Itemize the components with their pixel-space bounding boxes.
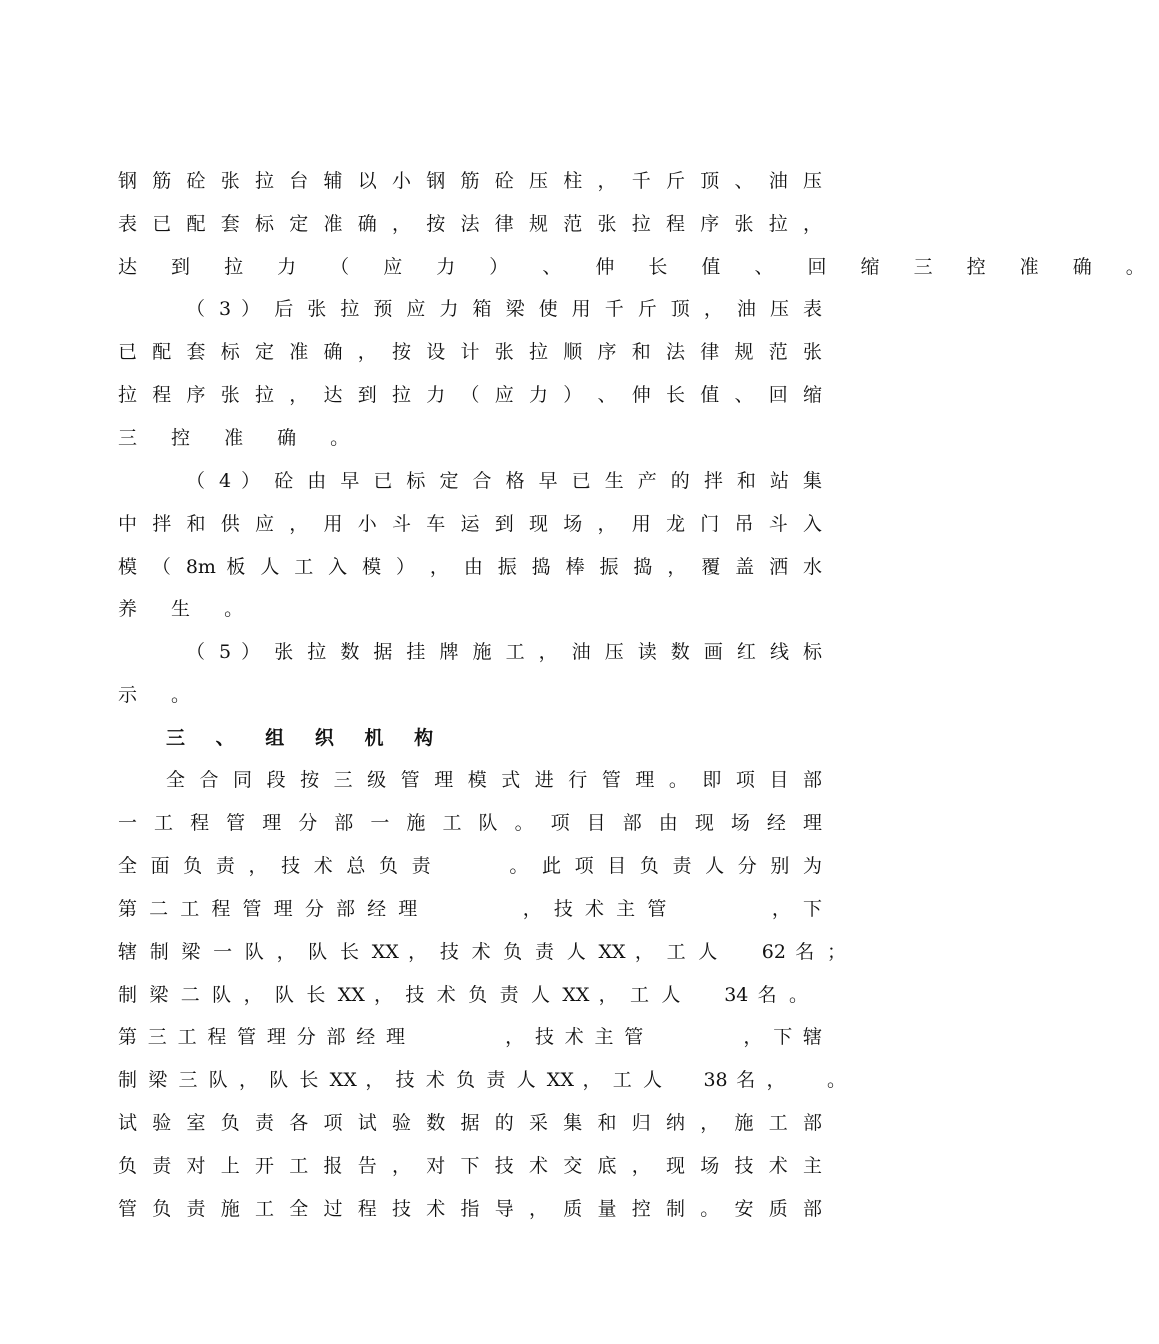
text-line: 全 合 同 段 按 三 级 管 理 模 式 进 行 管 理 。 即 项 目 部: [166, 769, 822, 791]
text-line: 中 拌 和 供 应 ， 用 小 斗 车 运 到 现 场 ， 用 龙 门 吊 斗 入: [118, 513, 822, 535]
text-line: 管 负 责 施 工 全 过 程 技 术 指 导 ， 质 量 控 制 。 安 质 部: [118, 1198, 822, 1220]
text-line: 一 工 程 管 理 分 部 一 施 工 队 。 项 目 部 由 现 场 经 理: [118, 812, 822, 834]
text-line: 示 。: [118, 684, 205, 706]
text-line: 全 面 负 责 ， 技 术 总 负 责 。 此 项 目 负 责 人 分 别 为: [118, 855, 822, 877]
text-line: 达 到 拉 力 （ 应 力 ） 、 伸 长 值 、 回 缩 三 控 准 确 。: [118, 256, 1159, 278]
text-line: 钢 筋 砼 张 拉 台 辅 以 小 钢 筋 砼 压 柱 ， 千 斤 顶 、 油 压: [118, 170, 822, 192]
text-line: 制 梁 三 队 ， 队 长 XX ， 技 术 负 责 人 XX ， 工 人 38 名 ， 。: [118, 1069, 846, 1091]
text-line: （ 5 ） 张 拉 数 据 挂 牌 施 工 ， 油 压 读 数 画 红 线 标: [186, 641, 822, 663]
text-line: 表 已 配 套 标 定 准 确 ， 按 法 律 规 范 张 拉 程 序 张 拉 ，: [118, 213, 822, 235]
text-line: （ 4 ） 砼 由 早 已 标 定 合 格 早 已 生 产 的 拌 和 站 集: [186, 470, 822, 492]
text-line: （ 3 ） 后 张 拉 预 应 力 箱 梁 使 用 千 斤 顶 ， 油 压 表: [186, 298, 822, 320]
text-line: 制 梁 二 队 ， 队 长 XX ， 技 术 负 责 人 XX ， 工 人 34 名 。: [118, 984, 808, 1006]
text-line: 已 配 套 标 定 准 确 ， 按 设 计 张 拉 顺 序 和 法 律 规 范 张: [118, 341, 822, 363]
text-line: 模 （ 8m 板 人 工 入 模 ） ， 由 振 捣 棒 振 捣 ， 覆 盖 洒 水: [118, 556, 822, 578]
text-line: 试 验 室 负 责 各 项 试 验 数 据 的 采 集 和 归 纳 ， 施 工 部: [118, 1112, 822, 1134]
text-line: 养 生 。: [118, 598, 258, 620]
text-line: 辖 制 梁 一 队 ， 队 长 XX ， 技 术 负 责 人 XX ， 工 人 62 名 ；: [118, 941, 846, 963]
text-line: 第 二 工 程 管 理 分 部 经 理 ， 技 术 主 管 ， 下: [118, 898, 822, 920]
text-line: 负 责 对 上 开 工 报 告 ， 对 下 技 术 交 底 ， 现 场 技 术 主: [118, 1155, 822, 1177]
section-heading: 三 、 组 织 机 构: [166, 727, 446, 749]
text-line: 三 控 准 确 。: [118, 427, 364, 449]
text-line: 第 三 工 程 管 理 分 部 经 理 ， 技 术 主 管 ， 下 辖: [118, 1026, 822, 1048]
text-line: 拉 程 序 张 拉 ， 达 到 拉 力 （ 应 力 ） 、 伸 长 值 、 回 缩: [118, 384, 822, 406]
